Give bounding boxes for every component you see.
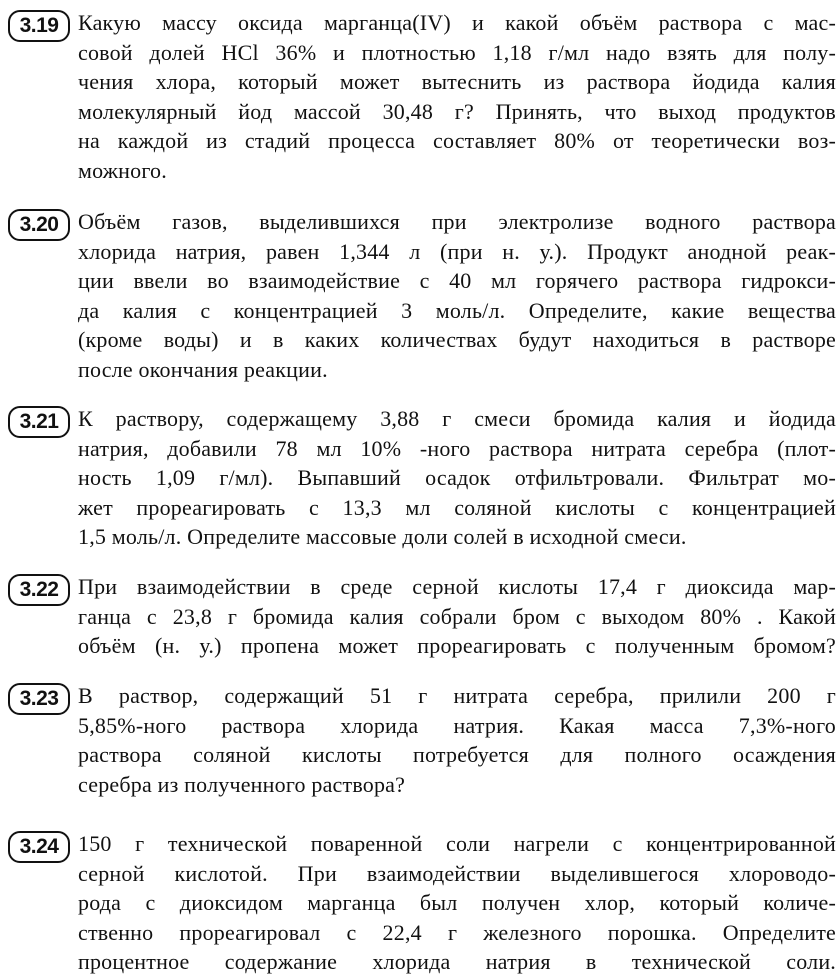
text-line: раствора соляной кислоты потребуется для полного осаждения xyxy=(78,742,836,767)
problem-text xyxy=(78,572,836,661)
text-line: да калия с концентрацией 3 моль/л. Определите, какие вещества xyxy=(78,297,836,323)
problem-number-badge: 3.21 xyxy=(8,406,70,438)
text-line: молекулярный йод массой 30,48 г? Принять, что выход продуктов xyxy=(78,98,836,124)
problem-text xyxy=(78,8,836,185)
problem-text xyxy=(78,829,836,977)
problem-text xyxy=(78,681,836,799)
text-line: натрия, добавили 78 мл 10% -ного раствора нитрата серебра (плот- xyxy=(78,435,836,461)
text-line: К раствору, содержащему 3,88 г смеси бромида калия и йодида xyxy=(78,406,836,431)
text-line: В раствор, содержащий 51 г нитрата серебра, прилили 200 г xyxy=(78,683,836,708)
text-line: хлорида натрия, равен 1,344 л (при н. у.). Продукт анодной реак- xyxy=(78,238,836,264)
text-line: Объём газов, выделившихся при электролизе водного раствора xyxy=(78,209,836,234)
problem-number-badge: 3.19 xyxy=(8,10,70,42)
text-line: При взаимодействии в среде серной кислоты 17,4 г диоксида мар- xyxy=(78,574,836,599)
problem-text xyxy=(78,404,836,552)
text-line: серной кислотой. При взаимодействии выделившегося хлороводо- xyxy=(78,860,836,886)
text-line: совой долей HCl 36% и плотностью 1,18 г/мл надо взять для полу- xyxy=(78,39,836,65)
problem-number-badge: 3.23 xyxy=(8,683,70,715)
text-line: на каждой из стадий процесса составляет 80% от теоретически воз- xyxy=(78,128,836,153)
text-line: процентное содержание хлорида натрия в технической соли. xyxy=(78,949,836,974)
text-line: жет прореагировать с 13,3 мл соляной кислоты с концентрацией xyxy=(78,494,836,520)
text-line: ганца с 23,8 г бромида калия собрали бром с выходом 80% . Какой xyxy=(78,603,836,629)
text-line: ции ввели во взаимодействие с 40 мл горячего раствора гидрокси- xyxy=(78,268,836,293)
text-line: можного. xyxy=(78,157,167,183)
text-line: ность 1,09 г/мл). Выпавший осадок отфильтровали. Фильтрат мо- xyxy=(78,465,836,490)
text-line: серебра из полученного раствора? xyxy=(78,771,406,797)
text-line: рода с диоксидом марганца был получен хлор, который количе- xyxy=(78,890,836,915)
text-line: Какую массу оксида марганца(IV) и какой объём раствора с мас- xyxy=(78,10,836,35)
problem-number-badge: 3.20 xyxy=(8,209,70,241)
text-line: чения хлора, который может вытеснить из раствора йодида калия xyxy=(78,69,836,94)
problem-number-badge: 3.24 xyxy=(8,831,70,863)
text-line: (кроме воды) и в каких количествах будут находиться в растворе xyxy=(78,327,836,352)
text-line: объём (н. у.) пропена может прореагировать с полученным бромом? xyxy=(78,633,836,658)
text-line: после окончания реакции. xyxy=(78,356,328,382)
problem-text xyxy=(78,207,836,384)
text-line: ственно прореагировал с 22,4 г железного порошка. Определите xyxy=(78,919,836,945)
text-line: 150 г технической поваренной соли нагрели с концентрированной xyxy=(78,831,836,856)
text-line: 1,5 моль/л. Определите массовые доли солей в исходной смеси. xyxy=(78,524,687,549)
problem-number-badge: 3.22 xyxy=(8,574,70,606)
text-line: 5,85%-ного раствора хлорида натрия. Какая масса 7,3%-ного xyxy=(78,712,836,738)
